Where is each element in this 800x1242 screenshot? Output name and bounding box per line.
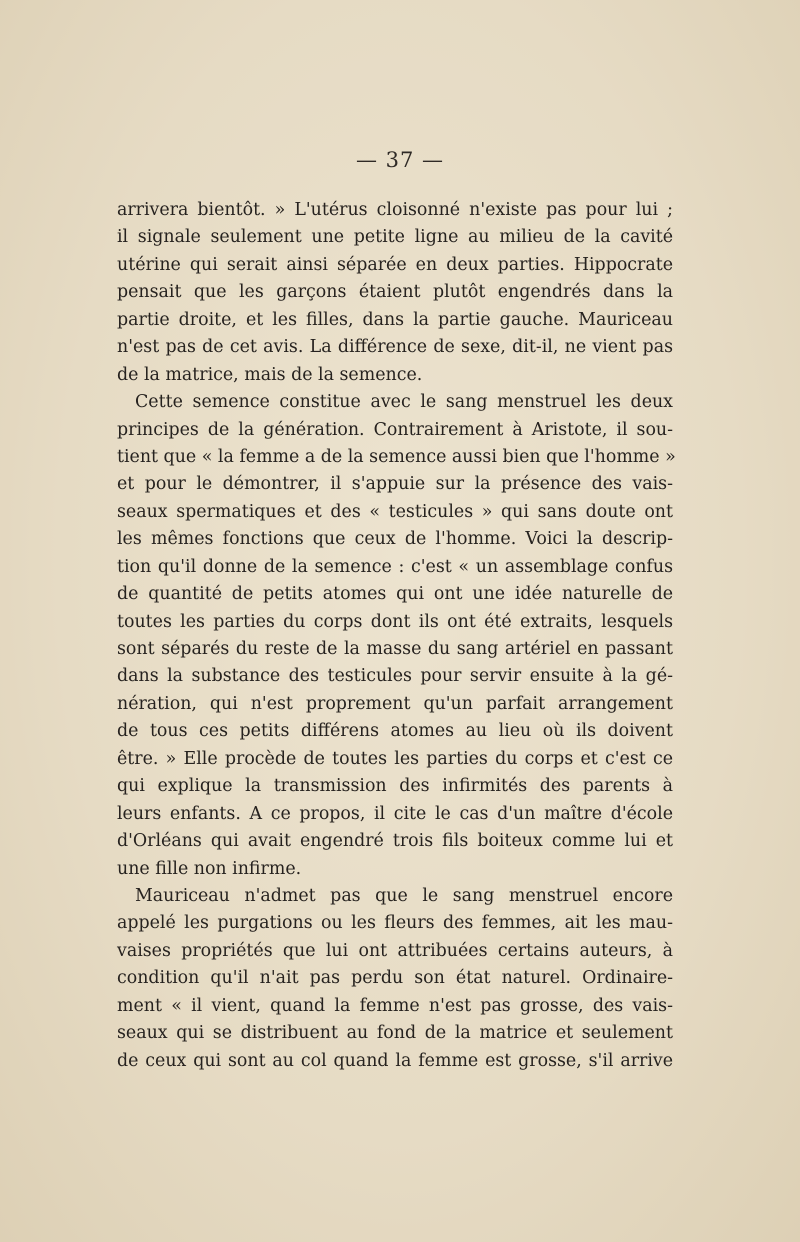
text-line: de ceux qui sont au col quand la femme est grosse, s'il arrive — [117, 1050, 673, 1071]
text-line: les mêmes fonctions que ceux de l'homme. Voici la descrip- — [117, 529, 673, 550]
text-line: Mauriceau n'admet pas que le sang menstruel encore — [135, 885, 673, 906]
text-line: vaises propriétés que lui ont attribuées certains auteurs, à — [117, 940, 673, 961]
body-text — [117, 197, 676, 1075]
text-line: sont séparés du reste de la masse du sang artériel en passant — [117, 639, 673, 659]
text-line: arrivera bientôt. » L'utérus cloisonné n'existe pas pour lui ; — [117, 200, 673, 220]
text-line: de quantité de petits atomes qui ont une idée naturelle de — [117, 584, 673, 605]
text-line: partie droite, et les filles, dans la partie gauche. Mauriceau — [117, 309, 673, 330]
text-line: de tous ces petits différens atomes au lieu où ils doivent — [117, 721, 673, 742]
text-line: et pour le démontrer, il s'appuie sur la présence des vais- — [117, 474, 673, 495]
text-line: n'est pas de cet avis. La différence de sexe, dit-il, ne vient pas — [117, 337, 673, 358]
text-line: être. » Elle procède de toutes les parties du corps et c'est ce — [117, 748, 673, 769]
text-line: appelé les purgations ou les fleurs des femmes, ait les mau- — [117, 913, 673, 934]
text-line: Cette semence constitue avec le sang menstruel les deux — [135, 392, 673, 413]
page-number: — 37 — — [355, 148, 445, 172]
text-line: d'Orléans qui avait engendré trois fils boiteux comme lui et — [117, 831, 673, 852]
text-line: seaux qui se distribuent au fond de la matrice et seulement — [117, 1023, 673, 1044]
text-line: dans la substance des testicules pour servir ensuite à la gé- — [117, 666, 673, 687]
text-line: qui explique la transmission des infirmités des parents à — [117, 776, 673, 797]
text-line: pensait que les garçons étaient plutôt engendrés dans la — [117, 282, 673, 303]
text-line: condition qu'il n'ait pas perdu son état naturel. Ordinaire- — [117, 968, 673, 989]
text-line: une fille non infirme. — [117, 858, 302, 879]
text-line: nération, qui n'est proprement qu'un parfait arrangement — [117, 693, 673, 714]
text-line: tion qu'il donne de la semence : c'est « un assemblage confus — [117, 556, 673, 577]
text-line: toutes les parties du corps dont ils ont été extraits, lesquels — [117, 611, 673, 632]
text-line: de la matrice, mais de la semence. — [117, 364, 423, 385]
text-line: principes de la génération. Contrairement à Aristote, il sou- — [117, 419, 673, 440]
text-line: leurs enfants. A ce propos, il cite le cas d'un maître d'école — [117, 803, 673, 824]
text-line: utérine qui serait ainsi séparée en deux parties. Hippocrate — [117, 254, 673, 275]
text-line: tient que « la femme a de la semence aussi bien que l'homme » — [117, 446, 676, 467]
text-line: ment « il vient, quand la femme n'est pas grosse, des vais- — [117, 995, 673, 1016]
text-line: il signale seulement une petite ligne au milieu de la cavité — [117, 227, 673, 248]
text-line: seaux spermatiques et des « testicules » qui sans doute ont — [117, 501, 673, 522]
